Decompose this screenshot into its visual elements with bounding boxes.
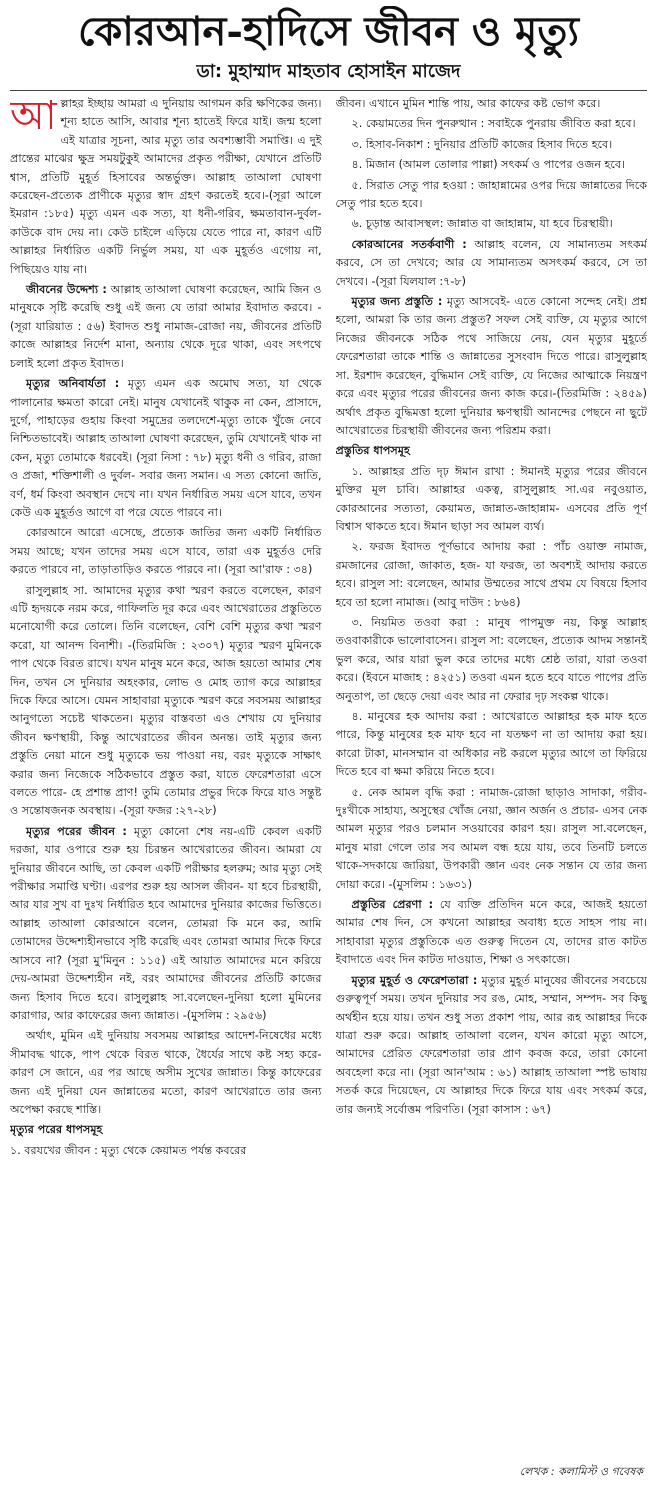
paragraph-text: যে ব্যক্তি প্রতিদিন মনে করে, আজই হয়তো আমার শেষ দিন, সে কখনো আল্লাহর অবাধ্য হতে সাহস পায় না। সাহাবারা মৃত্যুর প্রস্তুতিকে এত গুরুত্ব দিতেন যে, তাদের রাত কাটত ইবাদাতে এবং দিন কাটত দাওয়াত, শিক্ষা ও সৎকাজে। [335,898,647,967]
subheading: প্রস্তুতির ধাপসমূহ [335,444,410,458]
paragraph-text: মৃত্যু কোনো শেষ নয়-এটি কেবল একটি দরজা, যার ওপারে শুরু হয় চিরন্তন আখেরাতের জীবন। আমরা যে দুনিয়ার জীবনে আছি, তা কেবল একটি পরীক্ষার হলরুম; আর মৃত্যু সেই পরীক্ষার সমাপ্তি ঘণ্টা। এরপর শুরু হয় আসল জীবন- যা হবে চিরস্থায়ী, আর যার সুখ বা দুঃখ নির্ধারিত হবে আমাদের দুনিয়ার কাজের ভিত্তিতে। আল্লাহ তাআলা কোরআনে বলেন, তোমরা কি মনে কর, আমি তোমাদের উদ্দেশ্যহীনভাবে সৃষ্টি করেছি এবং তোমরা আমার দিকে ফিরে আসবে না? (সূরা মু'মিনুন : ১১৫) এই আয়াত আমাদের মনে করিয়ে দেয়-আমরা উদ্দেশ্যহীন নই, বরং আমাদের জীবনের প্রতিটি কাজের জন্য হিসাব দিতে হবে। রাসুলুল্লাহ সা.বলেছেন-দুনিয়া হলো মুমিনের কারাগার, আর কাফেরের জন্য জান্নাত। -(মুসলিম : ২৯৫৬) [10,824,322,1022]
author-footer: লেখক : কলামিস্ট ও গবেষক [519,1465,643,1478]
paragraph [336,896,648,970]
paragraph-text: আল্লাহ তাআলা ঘোষণা করেছেন, আমি জিন ও মানুষকে সৃষ্টি করেছি শুধু এই জন্য যে তারা আমার ইবাদাত করবে। -(সূরা যারিয়াত : ৫৬) ইবাদত শুধু নামাজ-রোজা নয়, জীবনের প্রতিটি কাজে আল্লাহর নির্দেশ মানা, অন্যায় থেকে দূরে থাকা, এবং সৎপথে চলাই হলো প্রকৃত ইবাদত। [10,283,322,370]
paragraph [10,823,322,1025]
list-item: ২. ফরজ ইবাদত পূর্ণভাবে আদায় করা : পাঁচ ওয়াক্ত নামাজ, রমজানের রোজা, জাকাত, হজ- যা ফরজ, তা অবশ্যই আদায় করতে হবে। রাসুল সা: বলেছেন, আমার উম্মতের সাথে প্রথম যে বিষয়ে হিসাব হবে তা হলো নামাজ। (আবু দাউদ : ৮৬৪) [335,540,647,609]
list-item: ৩. নিয়মিত তওবা করা : মানুষ পাপমুক্ত নয়, কিন্তু আল্লাহ তওবাকারীকে ভালোবাসেন। রাসুল সা: বলেছেন, প্রত্যেক আদম সন্তানই ভুল করে, আর যারা ভুল করে তাদের মধ্যে শ্রেষ্ঠ তারা, যারা তওবা করে। (ইবনে মাজাহ : ৪২৫১) তওবা এমন হতে হবে যাতে পাপের প্রতি অনুতাপ, তা ছেড়ে দেয়া এবং আর না ফেরার দৃঢ় সংকল্প থাকে। [335,615,647,703]
paragraph: ১. বরযখের জীবন : মৃত্যু থেকে কেয়ামত পর্যন্ত কবরের [10,1143,247,1157]
section-heading: প্রস্তুতির প্রেরণা : [351,898,434,912]
list-item: ১. আল্লাহর প্রতি দৃঢ় ঈমান রাখা : ঈমানই মৃত্যুর পরের জীবনে মুক্তির মূল চাবি। আল্লাহর একত্ব, রাসুলুল্লাহ সা.এর নবুওয়াত, কোরআনের সত্যতা, কেয়ামত, জান্নাত-জাহান্নাম- এসবের প্রতি পূর্ণ বিশ্বাস থাকতে হবে। ঈমান ছাড়া সব আমল ব্যর্থ। [335,464,647,533]
paragraph-text: ল্লাহর ইচ্ছায় আমরা এ দুনিয়ায় আগমন করি ক্ষণিকের জন্য। শূন্য হাতে আসি, আবার শূন্য হাতেই ফিরে যাই। জন্ম হলো এই যাত্রার সূচনা, আর মৃত্যু তার অবশ্যম্ভাবী সমাপ্তি। এ দুই প্রান্তের মাঝের ক্ষুদ্র সময়টুকুই আমাদের প্রকৃত পরীক্ষা, যেখানে প্রতিটি শ্বাস, প্রতিটি মুহূর্ত হিসাবের অন্তর্ভুক্ত। আল্লাহ তাআলা ঘোষণা করেছেন-প্রত্যেক প্রাণীকে মৃত্যুর স্বাদ গ্রহণ করতেই হবে।-(সূরা আলে ইমরান :১৮৫) মৃত্যু এমন এক সত্য, যা ধনী-গরিব, ক্ষমতাবান-দুর্বল- কাউকে বাদ দেয় না। কেউ চাইলে এড়িয়ে যেতে পারে না, কারণ এটি আল্লাহর নির্ধারিত একটি নির্ভুল সময়, যা এক মুহূর্তও এগোয় না, পিছিয়েও যায় না। [10,97,322,276]
list-item: ৬. চূড়ান্ত আবাসস্থল: জান্নাত বা জাহান্নাম, যা হবে চিরস্থায়ী। [351,217,613,231]
list-item: ৪. মিজান (আমল তোলার পাল্লা) সৎকর্ম ও পাপের ওজন হবে। [351,158,626,172]
paragraph-text: মৃত্যু আসবেই- এতে কোনো সন্দেহ নেই। প্রশ্ন হলো, আমরা কি তার জন্য প্রস্তুত? সফল সেই ব্যক্তি, যে মৃত্যুর আগে নিজের জীবনকে সঠিক পথে সাজিয়ে নেয়, যেন মৃত্যুর মুহূর্তে ফেরেশতারা তাকে শান্তি ও জান্নাতের সুসংবাদ দিতে পারে। রাসুলুল্লাহ সা. ইরশাদ করেছেন, বুদ্ধিমান সেই ব্যক্তি, যে নিজের আত্মাকে নিয়ন্ত্রণ করে এবং মৃত্যুর পরের জীবনের জন্য কাজ করে।-(তিরমিজি : ২৪৫৯) অর্থাৎ প্রকৃত বুদ্ধিমত্তা হলো দুনিয়ার ক্ষণস্থায়ী আনন্দের পেছনে না ছুটে আখেরাতের চিরস্থায়ী জীবনের জন্য পরিশ্রম করা। [335,295,647,437]
paragraph [10,375,322,522]
paragraph-text: মৃত্যুর মুহূর্ত মানুষের জীবনের সবচেয়ে গুরুত্বপূর্ণ সময়। তখন দুনিয়ার সব রঙ, মোহ, সম্মান, সম্পদ- সব কিছু অর্থহীন হয়ে যায়। তখন শুধু সত্য প্রকাশ পায়, আর রূহ আল্লাহর দিকে যাত্রা শুরু করে। আল্লাহ তাআলা বলেন, যখন কারো মৃত্যু আসে, আমাদের প্রেরিত ফেরেশতারা তার প্রাণ কবজ করে, তারা কোনো অবহেলা করে না। (সূরা আন'আম : ৬১) আল্লাহ তাআলা স্পষ্ট ভাষায় সতর্ক করে দিয়েছেন, যে আল্লাহর দিকে ফিরে যায় এবং সৎকর্ম করে, তার জন্যই সর্বোত্তম পরিণতি। (সূরা কাসাস : ৬৭) [335,973,647,1116]
paragraph [336,293,648,440]
paragraph: রাসুলুল্লাহ সা. আমাদের মৃত্যুর কথা স্মরণ করতে বলেছেন, কারণ এটি হৃদয়কে নরম করে, গাফিলতি দূর করে এবং আখেরাতের প্রস্তুতিতে মনোযোগী করে তোলে। তিনি বলেছেন, বেশি বেশি মৃত্যুর কথা স্মরণ করো, যা আনন্দ বিনাশী। -(তিরমিজি : ২৩০৭) মৃত্যুর স্মরণ মুমিনকে পাপ থেকে বিরত রাখে। যখন মানুষ মনে করে, আজ হয়তো আমার শেষ দিন, তখন সে দুনিয়ার অহংকার, লোভ ও মোহ ত্যাগ করে আল্লাহর দিকে ফিরে আসে। যেমন সাহাবারা মৃত্যুকে স্মরণ করে সবসময় আল্লাহর আনুগত্যে সচেষ্ট থাকতেন। মৃত্যুর বাস্তবতা এও শেখায় যে দুনিয়ার জীবন ক্ষণস্থায়ী, কিন্তু আখেরাতের জীবন অনন্ত। তাই মৃত্যুর জন্য প্রস্তুতি নেয়া মানে শুধু মৃত্যুকে ভয় পাওয়া নয়, বরং মৃত্যুকে সাক্ষাৎ করার জন্য নিজেকে সঠিকভাবে প্রস্তুত করা, যাতে ফেরেশতারা এসে বলতে পারে- হে প্রশান্ত প্রাণ! তুমি তোমার প্রভুর দিকে ফিরে যাও সন্তুষ্ট ও সন্তোষজনক অবস্থায়। -(সূরা ফজর :২৭-২৮) [10,583,322,818]
section-heading: মৃত্যুর জন্য প্রস্তুতি : [351,295,443,309]
author-byline: ডা: মুহাম্মাদ মাহতাব হোসাইন মাজেদ [196,61,461,82]
section-heading: মৃত্যুর পরের জীবন : [26,824,127,838]
subheading: মৃত্যুর পরের ধাপসমূহ [10,1123,103,1137]
section-heading: কোরআনের সতর্কবাণী : [351,237,467,251]
list-item: ৪. মানুষের হক আদায় করা : আখেরাতে আল্লাহর হক মাফ হতে পারে, কিন্তু মানুষের হক মাফ হবে না যতক্ষণ না তা আদায় করা হয়। কারো টাকা, মানসম্মান বা অধিকার নষ্ট করলে মৃত্যুর আগে তা ফিরিয়ে দিতে হবে বা ক্ষমা করিয়ে নিতে হবে। [335,710,647,779]
section-heading: মৃত্যুর মুহূর্ত ও ফেরেশতারা : [351,973,478,987]
section-heading: মৃত্যুর অনিবার্যতা : [26,377,120,391]
article-title: কোরআন-হাদিসে জীবন ও মৃত্যু [78,8,579,55]
paragraph-text: আল্লাহ বলেন, যে সামান্যতম সৎকর্ম করবে, সে তা দেখবে; আর যে সামান্যতম অসৎকর্ম করবে, সে তা দেখবে। -(সূরা যিলযাল :৭-৮) [335,237,647,288]
paragraph [10,95,322,279]
column-right [336,95,648,1465]
list-item: ২. কেয়ামতের দিন পুনরুত্থান : সবাইকে পুনরায় জীবিত করা হবে। [351,117,636,131]
column-left [10,95,322,1465]
paragraph: জীবন। এখানে মুমিন শান্তি পায়, আর কাফের কষ্ট ভোগ করে। [335,97,601,110]
section-heading: জীবনের উদ্দেশ্য : [26,283,107,297]
list-item: ৫. সিরাত সেতু পার হওয়া : জাহান্নামের ওপর দিয়ে জান্নাতের দিকে সেতু পার হতে হবে। [335,178,647,211]
list-item: ৫. নেক আমল বৃদ্ধি করা : নামাজ-রোজা ছাড়াও সাদাকা, গরীব-দুঃখীকে সাহায্য, অসুস্থের খোঁজ নেয়া, জ্ঞান অর্জন ও প্রচার- এসব নেক আমল মৃত্যুর পরও চলমান সওয়াবের কারণ হয়। রাসুল সা.বলেছেন, মানুষ মারা গেলে তার সব আমল বন্ধ হয়ে যায়, তবে তিনটি চলতে থাকে-সদকায়ে জারিয়া, উপকারী জ্ঞান এবং নেক সন্তান যে তার জন্য দোয়া করে। -(মুসলিম : ১৬৩১) [335,785,647,891]
paragraph [10,281,322,373]
paragraph [336,236,648,291]
paragraph: অর্থাৎ, মুমিন এই দুনিয়ায় সবসময় আল্লাহর আদেশ-নিষেধের মধ্যে সীমাবদ্ধ থাকে, পাপ থেকে বিরত থাকে, ধৈর্যের সাথে কষ্ট সহ্য করে-কারণ সে জানে, এর পর আছে অসীম সুখের জান্নাত। কিন্তু কাফেরের জন্য এই দুনিয়া যেন জান্নাতের মতো, কারণ আখেরাতে তার জন্য অপেক্ষা করছে শাস্তি। [10,1029,322,1116]
header-divider [10,90,647,91]
paragraph-text: মৃত্যু এমন এক অমোঘ সত্য, যা থেকে পালানোর ক্ষমতা কারো নেই। মানুষ যেখানেই থাকুক না কেন, প্রাসাদে, দুর্গে, পাহাড়ের গুহায় কিংবা সমুদ্রের তলদেশে-মৃত্যু তাকে খুঁজে নেবে নিশ্চিতভাবেই। আল্লাহ তাআলা ঘোষণা করেছেন, তুমি যেখানেই থাক না কেন, মৃত্যু তোমাকে ধরবেই। (সূরা নিসা : ৭৮) মৃত্যু ধনী ও গরিব, রাজা ও প্রজা, শক্তিশালী ও দুর্বল- সবার জন্য সমান। এ সত্য কোনো জাতি, বর্ণ, ধর্ম কিংবা অবস্থান দেখে না। যখন নির্ধারিত সময় এসে যাবে, তখন কেউ এক মুহূর্তও আগে বা পরে যেতে পারবে না। [10,377,322,519]
paragraph [336,972,648,1119]
paragraph: কোরআনে আরো এসেছে, প্রত্যেক জাতির জন্য একটি নির্ধারিত সময় আছে; যখন তাদের সময় এসে যাবে, তারা এক মুহূর্তও দেরি করতে পারবে না, তাড়াতাড়িও করতে পারবে না। (সূরা আ'রাফ : ৩৪) [10,526,322,577]
article-body [10,95,647,1465]
list-item: ৩. হিসাব-নিকাশ : দুনিয়ার প্রতিটি কাজের হিসাব দিতে হবে। [351,137,613,151]
drop-cap: আ [10,95,57,139]
